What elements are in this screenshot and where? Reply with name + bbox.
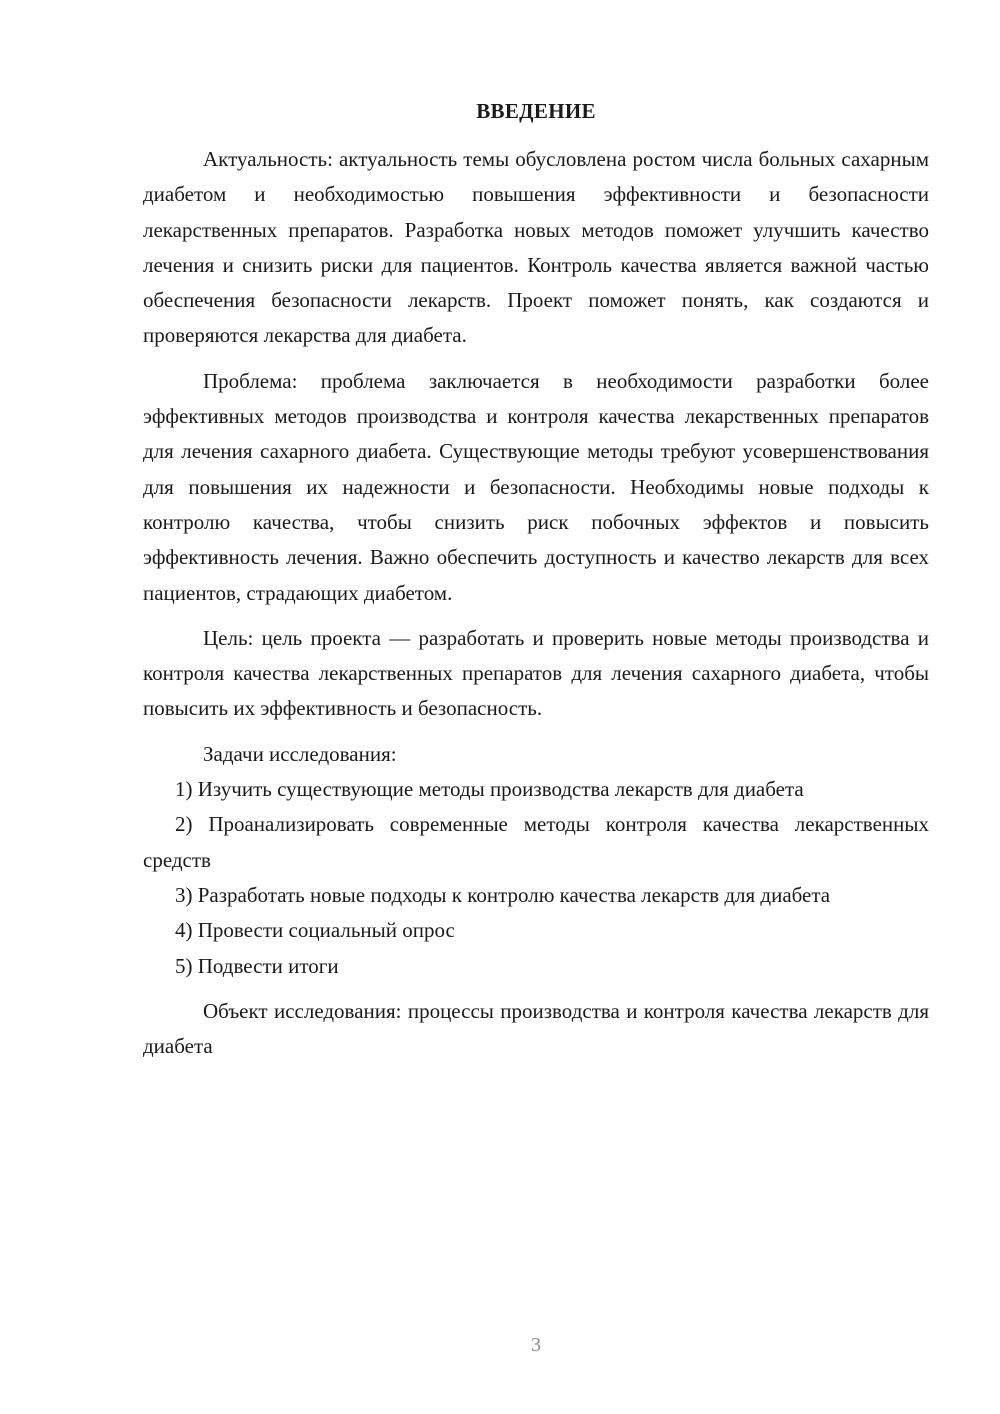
relevance-paragraph: Актуальность: актуальность темы обусловлена ростом числа больных сахарным диабетом и необходимостью повышения эффективности и безопасности лекарственных препаратов. Разработка новых методов поможет улучшить качество лечения и снизить риски для пациентов. Контроль качества является важной частью обеспечения безопасности лекарств. Проект поможет понять, как создаются и проверяются лекарства для диабета.: [143, 147, 929, 348]
task-item: 3) Разработать новые подходы к контролю качества лекарств для диабета: [175, 882, 831, 907]
tasks-heading: Задачи исследования:: [203, 741, 397, 766]
task-item: 5) Подвести итоги: [175, 953, 339, 978]
problem-paragraph: Проблема: проблема заключается в необходимости разработки более эффективных методов производства и контроля качества лекарственных препаратов для лечения сахарного диабета. Существующие методы требуют усовершенствования для повышения их надежности и безопасности. Необходимы новые подходы к контролю качества, чтобы снизить риск побочных эффектов и повысить эффективность лечения. Важно обеспечить доступность и качество лекарств для всех пациентов, страдающих диабетом.: [143, 368, 929, 605]
page-number: 3: [531, 1334, 541, 1356]
task-item: 2) Проанализировать современные методы контроля качества лекарственных средств: [143, 812, 929, 872]
goal-paragraph: Цель: цель проекта — разработать и проверить новые методы производства и контроля качества лекарственных препаратов для лечения сахарного диабета, чтобы повысить их эффективность и безопасность.: [143, 625, 929, 721]
task-item: 4) Провести социальный опрос: [175, 918, 455, 943]
page-title: ВВЕДЕНИЕ: [476, 99, 596, 123]
document-body: [143, 142, 929, 1064]
object-paragraph: Объект исследования: процессы производства и контроля качества лекарств для диабета: [143, 998, 929, 1059]
task-item: 1) Изучить существующие методы производства лекарств для диабета: [175, 777, 804, 802]
